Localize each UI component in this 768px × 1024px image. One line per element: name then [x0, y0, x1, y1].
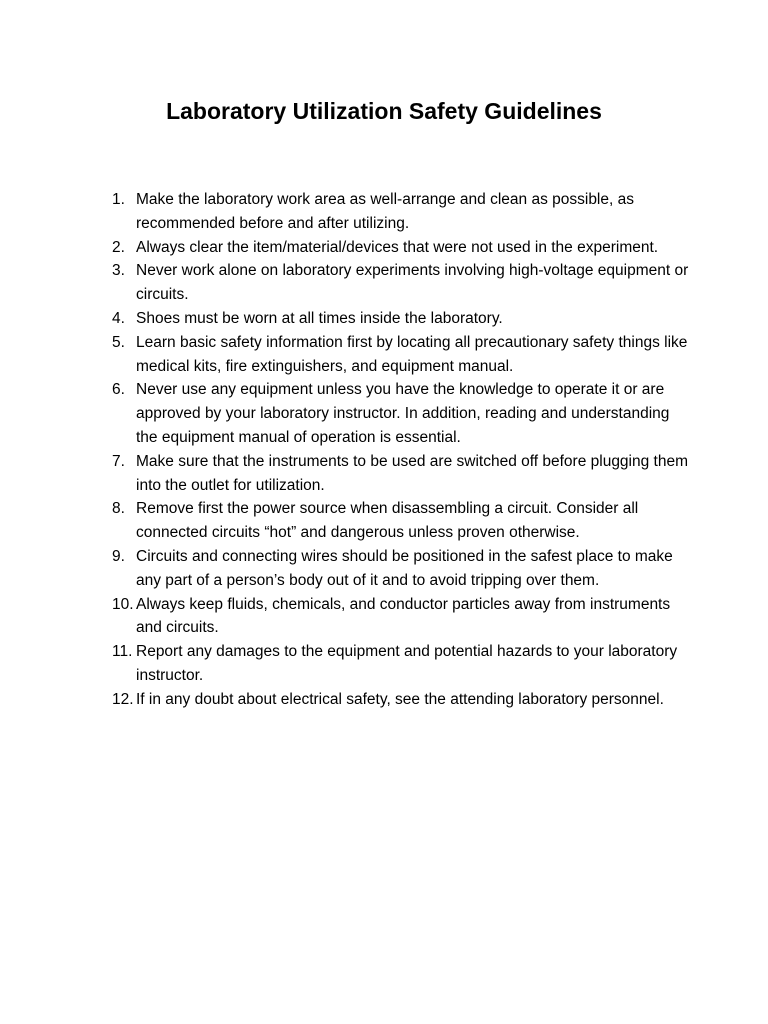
item-text: Circuits and connecting wires should be positioned in the safest place to make any part of a person’s body out of it and to avoid tripping over them. [136, 547, 673, 589]
list-item [112, 331, 692, 379]
list-item [112, 307, 692, 331]
item-number: 9. [112, 547, 125, 565]
item-number: 10. [112, 595, 134, 613]
item-number: 8. [112, 500, 125, 518]
list-item [112, 236, 692, 260]
list-item [112, 593, 692, 641]
item-number: 6. [112, 381, 125, 399]
item-text: Never use any equipment unless you have the knowledge to operate it or are approved by your laboratory instructor. In addition, reading and understanding the equipment manual of operation is essential. [136, 381, 670, 446]
list-item [112, 188, 692, 236]
item-text: Report any damages to the equipment and potential hazards to your laboratory instructor. [136, 643, 678, 684]
item-text: Always clear the item/material/devices that were not used in the experiment. [136, 238, 659, 256]
list-item [112, 688, 692, 712]
list-item [112, 378, 692, 449]
item-text: Learn basic safety information first by locating all precautionary safety things like medical kits, fire extinguishers, and equipment manual. [136, 333, 688, 375]
item-number: 1. [112, 191, 125, 208]
list-item [112, 545, 692, 593]
item-number: 12. [112, 690, 134, 708]
item-text: Make the laboratory work area as well-arrange and clean as possible, as recommended before and after utilizing. [136, 191, 634, 232]
item-text: Never work alone on laboratory experiments involving high-voltage equipment or circuits. [136, 262, 689, 304]
guidelines-list [112, 188, 692, 712]
item-text: Remove first the power source when disassembling a circuit. Consider all connected circuits “hot” and dangerous unless proven otherwise. [136, 500, 639, 542]
item-number: 3. [112, 262, 125, 280]
item-text: Shoes must be worn at all times inside the laboratory. [136, 309, 503, 327]
list-item [112, 450, 692, 498]
list-item [112, 640, 692, 688]
page-title: Laboratory Utilization Safety Guidelines [166, 98, 602, 124]
item-number: 4. [112, 309, 125, 327]
list-item [112, 497, 692, 545]
item-number: 5. [112, 333, 125, 351]
item-text: If in any doubt about electrical safety, see the attending laboratory personnel. [136, 690, 664, 708]
item-number: 2. [112, 238, 125, 256]
item-text: Make sure that the instruments to be used are switched off before plugging them into the outlet for utilization. [136, 452, 689, 494]
item-number: 11. [112, 643, 133, 661]
list-item [112, 259, 692, 307]
item-text: Always keep fluids, chemicals, and conductor particles away from instruments and circuits. [136, 595, 671, 637]
item-number: 7. [112, 452, 125, 470]
